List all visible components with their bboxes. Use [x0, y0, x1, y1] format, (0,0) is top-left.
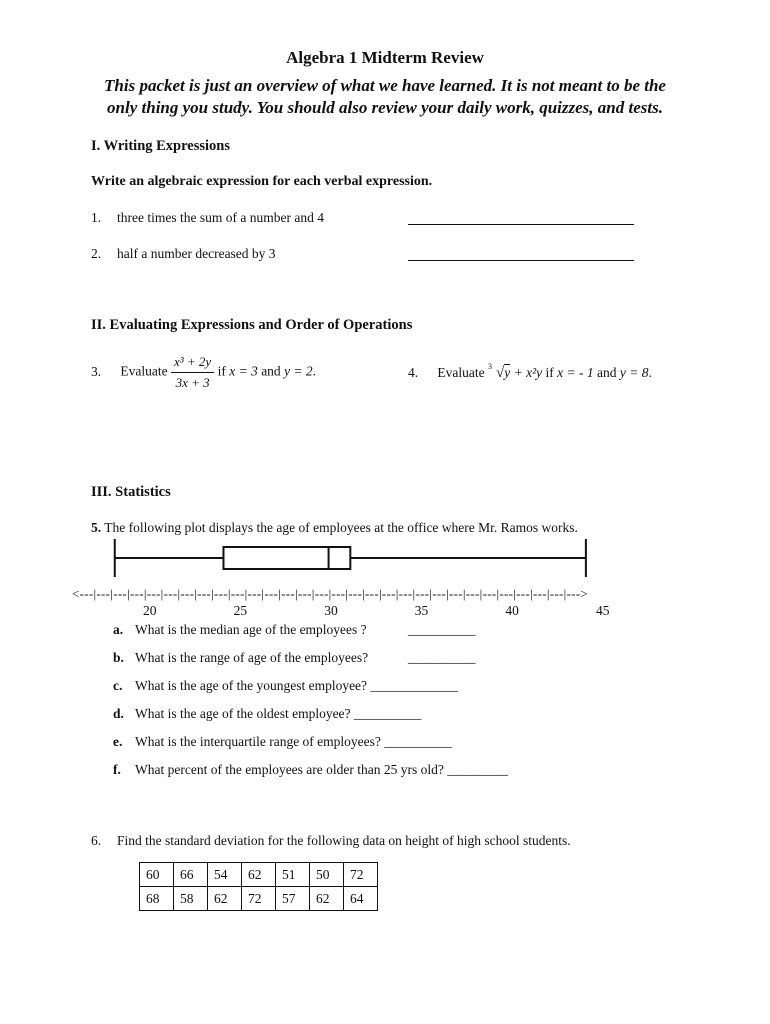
table-row [140, 887, 378, 911]
question-3 [91, 354, 316, 391]
number-line-labels [0, 603, 770, 623]
sub-question-text: What is the range of age of the employees? [135, 650, 369, 665]
number-line: <---|---|---|---|---|---|---|---|---|---|---|---|---|---|---|---|---|---|---|---|---|---|---|---|---|---|---|---|---|---> [72, 586, 589, 601]
question-text: half a number decreased by 3 [117, 246, 276, 261]
sub-question-text: What is the median age of the employees ? [135, 622, 367, 637]
question-4 [408, 362, 652, 382]
table-cell: 58 [174, 887, 208, 911]
question-number: 6. [91, 833, 102, 848]
sub-question [113, 678, 458, 694]
table-cell: 64 [344, 887, 378, 911]
tick-label: 20 [143, 603, 157, 618]
answer-blank-2[interactable] [408, 259, 634, 261]
table-cell: 50 [310, 863, 344, 887]
question-text: three times the sum of a number and 4 [117, 210, 324, 225]
answer-blank-1[interactable] [408, 223, 634, 225]
question-6 [91, 833, 571, 849]
and-word: and [596, 365, 617, 380]
question-number: 2. [91, 246, 102, 261]
cube-root [487, 362, 511, 382]
section-1-heading: I. Writing Expressions [91, 138, 230, 154]
table-cell: 62 [208, 887, 242, 911]
sub-question-letter: f. [113, 762, 121, 777]
condition-y: y = 8 [619, 365, 649, 380]
iqr-box [223, 547, 350, 569]
sub-question-letter: b. [113, 650, 124, 665]
and-word: and [261, 363, 281, 379]
question-number: 5. [91, 520, 102, 535]
question-number: 1. [91, 210, 102, 225]
question-2 [91, 246, 276, 262]
tick-label: 25 [233, 603, 248, 618]
radicand: y [504, 365, 511, 380]
question-text: The following plot displays the age of employees at the office where Mr. Ramos works. [104, 520, 578, 535]
sub-question [113, 706, 421, 722]
sub-question-letter: d. [113, 706, 124, 721]
period: . [648, 365, 652, 380]
tick-label: 45 [596, 603, 610, 618]
table-cell: 62 [310, 887, 344, 911]
condition-y: y = 2 [284, 363, 313, 379]
answer-blank[interactable]: __________ [408, 650, 476, 665]
fraction-denominator: 3x + 3 [175, 375, 210, 390]
sub-question-text: What is the age of the oldest employee? __________ [135, 706, 422, 721]
if-word: if [545, 365, 554, 380]
intro-line-2: only thing you study. You should also review your daily work, quizzes, and tests. [107, 98, 663, 117]
period: . [312, 363, 317, 379]
question-number: 4. [408, 365, 419, 380]
table-cell: 62 [242, 863, 276, 887]
root-index: 3 [487, 362, 492, 371]
box-plot [100, 534, 620, 582]
condition-x: x = - 1 [557, 365, 594, 380]
table-cell: 72 [242, 887, 276, 911]
question-1 [91, 210, 324, 226]
section-1-instruction: Write an algebraic expression for each verbal expression. [91, 174, 433, 189]
table-cell: 60 [140, 863, 174, 887]
tick-label: 30 [324, 603, 338, 618]
table-cell: 66 [174, 863, 208, 887]
section-2-heading: II. Evaluating Expressions and Order of Operations [91, 317, 413, 333]
tick-label: 40 [505, 603, 519, 618]
question-number: 3. [91, 363, 102, 379]
sub-question [113, 650, 476, 666]
sub-question-text: What is the age of the youngest employee? _____________ [135, 678, 459, 693]
sub-question-letter: c. [113, 678, 123, 693]
expression-rest: + x²y [510, 365, 543, 380]
table-cell: 72 [344, 863, 378, 887]
intro-line-1: This packet is just an overview of what we have learned. It is not meant to be the [104, 76, 666, 95]
evaluate-label: Evaluate [120, 363, 168, 379]
if-word: if [217, 363, 226, 379]
section-3-heading: III. Statistics [91, 484, 171, 500]
sub-question-text: What percent of the employees are older than 25 yrs old? _________ [135, 762, 509, 777]
table-cell: 68 [140, 887, 174, 911]
question-text: Find the standard deviation for the following data on height of high school students. [117, 833, 571, 848]
sub-question [113, 734, 452, 750]
height-data-table [139, 862, 378, 911]
table-row [140, 863, 378, 887]
condition-x: x = 3 [229, 363, 258, 379]
sub-question [113, 762, 508, 778]
table-cell: 57 [276, 887, 310, 911]
evaluate-label: Evaluate [437, 365, 485, 380]
sub-question [113, 622, 476, 638]
sub-question-text: What is the interquartile range of employees? __________ [135, 734, 452, 749]
sub-question-letter: e. [113, 734, 123, 749]
table-cell: 51 [276, 863, 310, 887]
table-cell: 54 [208, 863, 242, 887]
fraction [171, 354, 214, 391]
page-title: Algebra 1 Midterm Review [286, 48, 484, 67]
tick-label: 35 [414, 603, 429, 618]
sub-question-letter: a. [113, 622, 124, 637]
radical-icon: √ [495, 365, 505, 381]
answer-blank[interactable]: __________ [408, 622, 476, 637]
fraction-numerator: x³ + 2y [171, 354, 214, 373]
